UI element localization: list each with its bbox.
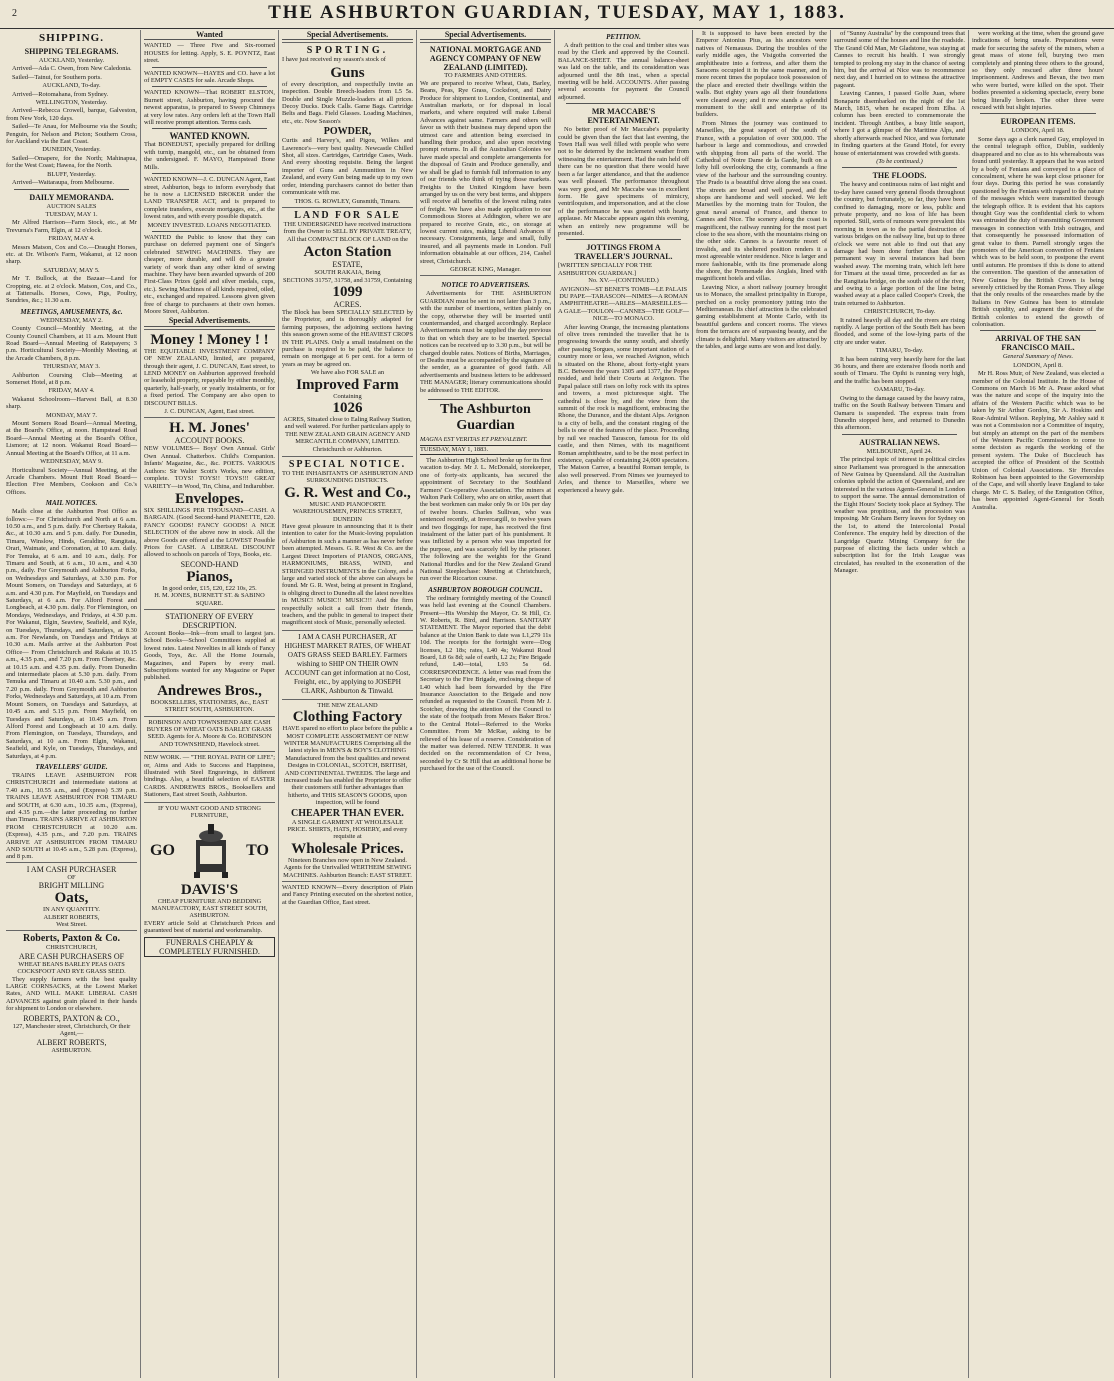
wanted-ad: WANTED the Public to know that they can purchase on deferred payment one of Singer's celebrated SEWING MACHINES. They are cheaper, more durable, and will do a greater variety of work than any other kind of sewing machine. They have been awarded upwards of 200 First-Class Prizes (gold and silver medals, cups, etc.). Sewing Machines of all kinds repaired, oiled, etc., exchanged and repaired. Lessons given given free of charge to purchasers at their own homes. Moore Street, Ashburton.: [144, 233, 275, 315]
motto: MAGNA EST VERITAS ET PREVALEBIT.: [420, 436, 528, 444]
ad-headline: Envelopes.: [175, 490, 244, 507]
ad-headline: Andrewes Bros.,: [157, 682, 262, 699]
ad-line: West Street.: [56, 921, 87, 929]
jottings-number: No. XV.—(CONTINUED.): [588, 277, 659, 285]
ad-line: TO FARMERS AND OTHERS.: [444, 72, 527, 80]
paragraph: Account Books—Ink—from small to largest jars. School Books—School Committees supplied at lowest rates. Latest Novelties in all kinds of Fancy Goods, Toys, &c. All the Home Journals, Magazines, and Papers by every mail. Subscriptions wanted for any Magazine or Paper published.: [144, 629, 275, 682]
ad-headline: POWDER,: [323, 126, 372, 138]
ad-headline: Oats,: [54, 890, 89, 907]
paragraph: of every description, and respectfully invite an inspection. Double Breech-loaders from L5 5s. Double and Single Muzzle-loaders at all prices. Decoy Ducks. Duck Calls. Game Bags. Cartridge Belts and Bags. Field Glasses. Loading Machines, etc., etc. Now Season's: [282, 80, 413, 125]
ad-line: ALBERT ROBERTS,: [36, 1037, 107, 1047]
paragraph: were working at the time, when the ground gave indications of being unsafe. Preparations were made for securing the safety of the miners, when a great mass of stone fell, burying two men completely and pinning three others to the ground, so they only rescued after three hours' imprisonment. Andrews and Bevan, the two men who were buried, were killed on the spot. Their bodies presented a sickening spectacle, every bone being literally broken. The other three were rescued with but slight injuries.: [972, 30, 1104, 112]
column-heading: Special Advertisements.: [144, 316, 275, 326]
divider: [152, 86, 267, 87]
ad-headline: CHEAPER THAN EVER.: [291, 807, 404, 819]
paragraph: Mr Alfred Harrison—Farm Stock, etc., at Mr Trevurna's Farm, Elgin, at 12 o'clock.: [6, 219, 137, 234]
ad-line: IN ANY QUANTITY.: [43, 906, 100, 914]
dateline: AUCKLAND, To-day.: [42, 82, 101, 90]
paragraph: It is supposed to have been erected by the Emperor Antonius Pius, as his ancestors were natives of Nemausus. During the troubles of the early middle ages, the Visigoths converted the amphitheatre into a fortress, and after them the Saracens occupied it in the same manner, and in more recent times the populace took possession of the place and erected their dwellings within the walls. But eighty years ago all their foundations were cleared away; and it now stands a splendid monument to the skill and enterprise of its builders.: [696, 30, 827, 119]
dateline: TUESDAY, MAY 1.: [45, 210, 98, 218]
divider: [428, 399, 543, 400]
ad-number: 1099: [332, 283, 363, 300]
european-heading: EUROPEAN ITEMS.: [1000, 117, 1076, 127]
newspaper-flag: The Ashburton Guardian: [440, 402, 531, 434]
ad-line: BRIGHT MILLING: [38, 881, 105, 891]
subheading: AUCTION SALES: [46, 202, 97, 210]
shipping-heading: SHIPPING.: [39, 32, 104, 44]
wanted-ad: WANTED KNOWN—HAYES and CO. have a lot of EMPTY CASES for sale. Arcade Shops.: [144, 69, 275, 85]
ad-headline: Clothing Factory: [292, 709, 403, 726]
clark-advert: [282, 630, 413, 699]
paragraph: Have great pleasure in announcing that it is their intention to cater for the Music-loving population of Ashburton in such a manner as has never before been attempted. Messrs. G. R. West & Co. are the Largest Direct Importers of PIANOS, ORGANS, HARMONIUMS, BRASS, WIND, and STRINGED INSTRUMENTS in the Colony, and a large and varied stock of the above can always be found. Mr G. R. West, being at present in England, is obliging direct to Dunedin all the latest novelties in MUSIC! MUSIC!! MUSIC!!! And the firm respectfully solicit a call from their friends, teachers, and the public in general to inspect their magnificent stock of Music, personally selected.: [282, 523, 413, 627]
ad-line: ROBERTS, PAXTON & CO.,: [23, 1013, 120, 1023]
ad-word: TO: [246, 841, 269, 859]
australian-heading: AUSTRALIAN NEWS.: [859, 437, 940, 447]
ad-headline: SPORTING.: [306, 45, 389, 57]
jottings-subheading: [WRITTEN SPECIALLY FOR THE ASHBURTON GUARDIAN.]: [558, 262, 652, 277]
dateline: LONDON, April 8.: [1013, 361, 1063, 369]
ad-line: I AM CASH PURCHASER: [26, 864, 117, 874]
wanted-known-heading: WANTED KNOWN.: [169, 131, 250, 142]
dateline: CHRISTCHURCH, To-day.: [863, 308, 936, 316]
borough-heading: ASHBURTON BOROUGH COUNCIL.: [428, 585, 543, 594]
dateline: WELLINGTON, Yesterday.: [35, 99, 108, 107]
money-advert: [144, 329, 275, 418]
column-heading: Wanted: [144, 30, 275, 40]
ad-headline: H. M. Jones': [169, 420, 250, 437]
ad-line: Nineteen Branches now open in New Zealand. Agents for the Unrivalled WERTHEIM SEWING MACHINES. Ashburton Branch: EAST STREET.: [283, 856, 412, 879]
wanted-ad: WANTED KNOWN—J. C. DUNCAN Agent, East street, Ashburton, begs to inform everybody that he is now a LICENSED BROKER under the LAND TRANSFER ACT, and is prepared to complete transfers, execute mortgages, etc., at the lowest rates, and with every possible dispatch.: [144, 176, 275, 221]
ad-headline: NATIONAL MORTGAGE AND AGENCY COMPANY OF NEW ZEALAND (LIMITED).: [429, 45, 542, 73]
divider: [152, 128, 267, 129]
ad-headline: Improved Farm: [296, 376, 399, 393]
paragraph: Sailed—Tainui, for Southern ports.: [12, 73, 102, 81]
ad-headline: SPECIAL NOTICE.: [288, 459, 407, 471]
divider: [566, 239, 681, 240]
ad-line: IF YOU WANT GOOD AND STRONG FURNITURE,: [157, 804, 262, 820]
paragraph: TRAINS LEAVE ASHBURTON FOR CHRISTCHURCH and intermediate stations at 7.40 a.m., 10.55 a.m., and (Express) 5.39 p.m. TRAINS LEAVE ASHBURTON FOR TIMARU and SOUTH, at 6.30 a.m., 10.35 a.m., (Express), and 4.35 p.m.—the latter proceeding no further than Timaru. TRAINS ARRIVE AT ASHBURTON FROM CHRISTCHURCH at 10.20 a.m. (Express), 4.35 p.m., and 7.20 p.m. TRAINS ARRIVE AT ASHBURTON FROM TIMARU AND SOUTH at 10.45 a.m., 5.28 p.m. (Express), and 8 p.m.: [6, 771, 138, 861]
dateline: FRIDAY, MAY 4.: [48, 387, 95, 395]
rowley-advert: [282, 42, 413, 207]
ad-signature: H. M. JONES, BURNETT ST. & SABINO SQUARE.: [154, 592, 265, 607]
divider: [980, 113, 1096, 114]
divider: [152, 67, 267, 68]
paragraph: Curtis and Harvey's, and Pigou, Wilkes and Lawrence's—very best quality. Newcastle Chilled Shot, all sizes. Cartridges, Cartridge Cases, Wads. And every shooting requisite. Being the largest importer of Guns and Ammunition in New Zealand, and every Gun being made up to my own order, intending purchasers cannot do better than communicate with me.: [282, 137, 413, 197]
dateline: MONDAY, MAY 7.: [45, 411, 98, 419]
ad-line: ALBERT ROBERTS,: [43, 913, 100, 921]
ad-headline: Pianos,: [186, 568, 233, 585]
divider: [842, 434, 957, 435]
paragraph: NEW VOLUMES— Boys' Own Annual. Girls' Own Annual. Chatterbox. Child's Companion. Infants' Magazine, &c., &c. POETS. VARIOUS Authors: Sir Walter Scott's Works, new edition, complete. TOYS! TOYS!! TOYS!!! GREAT VARIETY—in Wood, Tin, China, and Indiarubber.: [144, 445, 275, 490]
paragraph: Arrived—Waitaraupa, from Melbourne.: [12, 179, 115, 187]
floods-heading: THE FLOODS.: [872, 171, 927, 181]
divider: [14, 189, 129, 190]
column-travel-continued: [693, 30, 831, 1378]
jones-advert: [144, 417, 275, 609]
paragraph: Leaving Cannes, I passed Golfe Juan, where Bonaparte disembarked on the night of the 1st March, 1815, when he escaped from Elba. A column has been erected to commemorate the incident. Through Antibes, a busy little seaport, where I got a glimpse of the Maritime Alps, and shortly afterwards reached Nice, and was fortunate in finding quarters at the Grand Hotel, for every house of entertainment was crowded with guests.: [834, 90, 965, 157]
ad-line: A SINGLE GARMENT AT WHOLESALE PRICE. SHIRTS, HATS, HOSIERY, and every requisite at: [287, 818, 408, 841]
ad-line: WHEAT BEANS BARLEY PEAS OATS COCKSFOOT AND RYE GRASS SEED.: [17, 960, 126, 976]
ad-line: SECTIONS 31757, 31758, and 31759, Containing: [283, 276, 412, 284]
ad-line: CHRISTCHURCH,: [46, 944, 97, 952]
ad-number: 1026: [332, 400, 363, 416]
ad-line: CHEAP FURNITURE AND BEDDING MANUFACTORY, EAST STREET SOUTH, ASHBURTON.: [151, 897, 268, 920]
paragraph: Arrived—Ada C. Owen, from New Caledonia.: [12, 65, 132, 73]
ad-line: SOUTH RAKAIA, Being: [314, 269, 381, 277]
paragraph: It rained heavily all day and the rivers are rising rapidly. A large portion of the South Belt has been flooded, and some of the low-lying parts of the city are under water.: [834, 316, 965, 346]
telegrams-heading: SHIPPING TELEGRAMS.: [24, 47, 119, 56]
paragraph: ROBINSON AND TOWNSHEND ARE CASH BUYERS OF WHEAT OATS BARLEY GRASS SEED. Agents for A. Moore & Co. ROBINSON AND TOWNSHEND, Havelock street.: [146, 718, 273, 748]
paragraph: HAVE spared no effort to place before the public a MOST COMPLETE ASSORTMENT OF NEW WINTER MANUFACTURES Comprising all the latest styles in MEN'S & BOY'S CLOTHING Manufactured from the best qualities and newest Designs in COLONIAL, SCOTCH, BRITISH, AND CONTINENTAL TWEEDS. The large and increased trade has enabled the Proprietor to offer their customers still further advantages than hitherto, and THIS SEASON'S GOODS, upon inspection, will be found: [282, 725, 413, 807]
column-floods: [831, 30, 969, 1378]
subheading: General Summary of News.: [1002, 353, 1074, 361]
paragraph: EVERY article Sold at Christchurch Prices and guaranteed best of material and workmanship.: [144, 919, 275, 935]
ad-headline: Money ! Money ! !: [150, 331, 269, 348]
paragraph: Messrs Matson, Cox and Co.—Draught Horses, etc. at Dr. Wilson's Farm, Wakanui, at 12 noon sharp.: [6, 243, 137, 266]
dateline: DUNEDIN, Yesterday.: [42, 146, 101, 154]
dateline: OAMARU, To-day.: [874, 386, 925, 394]
paragraph: After leaving Orange, the increasing plantations of olive trees reminded the traveller that he is progressing towards the sunny south, and shortly after passing Sorgues, some important station of a country more or less, we reached Avignon, which is situated on the Rhone, about forty-eight years B.C. Between the years 1305 and 1377, the Popes resided, and held their Courts at Avignon. The Papal palace still rises on lofty rock with its spires and towers, a most picturesque sight. The cathedral is close by, and the view from the summit of the rock is magnificent, embracing the Rhone, the Durance, and the distant Alps. Avignon is a city of bells, and the constant ringing of the bells is one of the features of the place. Proceeding by rail we reached Tarascon, famous for its old castle, and then Nimes, with its magnificent Roman amphitheatre, said to be the most perfect in existence, capable of containing 24,000 spectators. The Maison Carree, a beautiful Roman temple, is also well preserved. From Nimes we journeyed to Arles, and thence to Marseilles, where we experienced a heavy gale.: [558, 323, 689, 494]
nmaa-advert: [420, 42, 551, 275]
ad-signature: THOS. G. ROWLEY, Gunsmith, Timaru.: [294, 197, 401, 205]
paragraph: Sailed—Omapere, for the North; Mahinapua, for the West Coast; Hawea, for the North.: [6, 154, 137, 170]
paragraph: SIX SHILLINGS PER THOUSAND—CASH. A BARGAIN. (Good Second-hand PIANETTE, £20. FANCY GOODS! FANCY GOODS! A NICE SELECTION of the above now in stock. All the above Goods are offered at the LOWEST Possible Prices for CASH. A LIBERAL DISCOUNT allowed to schools on parcels of Toys, Books, etc.: [144, 506, 275, 559]
ad-headline: Acton Station: [303, 244, 392, 261]
san-francisco-heading: ARRIVAL OF THE SAN FRANCISCO MAIL.: [995, 334, 1081, 353]
column-news: [555, 30, 693, 1378]
ad-signature: J. C. DUNCAN, Agent, East street.: [164, 408, 255, 416]
paragraph: NEW WORK. — "THE ROYAL PATH OF LIFE"; or, Aims and Aids to Success and Happiness, illustrated with Steel Engravings, in different bindings. Also, a beautiful selection of EASTER CARDS. ANDREWES BROS., Booksellers and Stationers, East street South, Ashburton.: [144, 754, 275, 799]
land-advert: [282, 207, 413, 456]
davis-advert: [144, 802, 275, 959]
paragraph: We are prepared to receive Wheat, Oats, Barley, Beans, Peas, Rye Grass, Cocksfoot, and Dairy Produce for shipment to London, Continental, and Australian markets, or for disposal in local markets, and where required will make Liberal Advances against same. Farmers and others will favor us with their business may depend upon the utmost care and attention being exercised in handling their produce, and also upon receiving prompt returns. In all the Australian Colonies we have made special and complete arrangements for the disposal of Grain and Produce generally, and we shall be glad to furnish full information to any of our friends who think of trying those markets. Freights to the United Kingdom have been arranged by us on the very best terms, and shippers will receive all benefits of the lowest ruling rates of freight. We have also made application to our Commodious Stores at Addington, where we are prepared to receive Grain, etc., on storage at lowest current rates, making Liberal Advances if necessary. Consignments, large and small, fully insured, and all payments made in London. Full information obtainable at our offices, 214, Cashel street, Christchurch.: [420, 79, 551, 265]
roberts-paxton-advert: [6, 930, 137, 1055]
column-special-ads: [279, 30, 417, 1378]
column-heading: Special Advertisements.: [420, 30, 551, 40]
jottings-topics: AVIGNON—ST BENET'S TOMB—LE PALAIS DU PAPE—TARASCON—NIMES—A ROMAN AMPHITHEATRE—ARLES—MARSEILLES—A GALE—TOULON—CANNES—THE GOLF—NICE—TO MONACO.: [558, 285, 689, 323]
ad-line: Containing: [333, 392, 362, 400]
paragraph: Arrived—Rebecca Crowell, barque, Galveston, from New York, 120 days.: [6, 107, 137, 122]
notice-heading: NOTICE TO ADVERTISERS.: [441, 281, 530, 290]
ad-word: GO: [150, 841, 175, 859]
dateline: WEDNESDAY, MAY 9.: [40, 458, 103, 466]
paragraph: Owing to the damage caused by the heavy rains, traffic on the South Railway between Timaru and Oamaru is suspended. The express train from Dunedin stopped here, and returned to Dunedin this afternoon.: [834, 394, 965, 432]
paragraph: Sailed—Te Anau, for Melbourne via the South; Penguin, for Nelson and Picton; Southern Cross, for Auckland via the East Coast.: [6, 123, 137, 146]
clothing-advert: [282, 699, 413, 881]
ad-headline: Wholesale Prices.: [291, 840, 404, 857]
meetings-heading: MEETINGS, AMUSEMENTS, &c.: [20, 307, 123, 316]
paragraph: The Ashburton High School broke up for its first vacation to-day. Mr J. L. McDonald, storekeeper, one of forty-six applicants, has secured the appointment of Secretary to the Southland Farmers' Co-operative Association. The miners at Walton Park Colliery, who are on strike, assert that the best workmen can make only 9s or 10s per day of twelve hours. Charles Sullivan, who was sentenced recently, at Invercargill, to twelve years and two floggings for rape, has received the first instalment of the latter part of his punishment. It was inflicted by a person who was imported for the purpose, and was scarcely fell by the prisoner. The following are the weights for the Grand National Hurdles and for the New Zealand Grand National Steeplechase: Meeting at Christchurch, run over the Riccarton course.: [420, 456, 551, 583]
ad-headline: DAVIS'S: [180, 881, 239, 898]
dateline: TIMARU, To-day.: [875, 347, 924, 355]
ad-line: 127, Manchester street, Christchurch, Or their Agent,—: [12, 1022, 131, 1038]
column-wanted: [141, 30, 279, 1378]
ad-line: ASHBURTON.: [51, 1046, 92, 1054]
dateline: FRIDAY, MAY 4.: [48, 235, 95, 243]
divider: [152, 173, 267, 174]
paragraph: Leaving Nice, a short railway journey brought us to Monaco, the smallest principality in Europe, perched on a rocky promontory jutting into the Mediterranean. Its chief attraction is the celebrated gaming establishment at Monte Carlo, with its beautiful gardens and concert rooms. The views from the terraces are of surpassing beauty, and the climate is delightful. Many visitors are attracted by the tables, and large sums are won and lost daily.: [696, 283, 827, 351]
paragraph: From Nimes the journey was continued to Marseilles, the great seaport of the south of France, with a population of over 300,000. The harbour is large and commodious, and crowded with shipping from all parts of the world. The Cathedral of Notre Dame de la Garde, built on a lofty hill overlooking the city, commands a fine view of the harbour and the surrounding country. The Prado is a beautiful drive along the sea coast. The streets are broad and well paved, and the shops are handsome and well stocked. We left Marseilles by the morning train for Toulon, the great naval arsenal of France, and thence to Cannes and Nice. The scenery along the coast is magnificent, the railway running for the most part close to the sea shore, with the mountains rising on the other side. Cannes is a favourite resort of invalids, and its sheltered position renders it a most agreeable winter residence. Nice is larger and more fashionable, with its fine promenade along the shore, the Promenade des Anglais, lined with magnificent hotels and villas.: [696, 119, 827, 283]
wanted-ad: WANTED KNOWN—That ROBERT ELSTON, Burnett street, Ashburton, having procured the newest apparatus, is prepared to Sweep Chimneys at very low rates. Any orders left at the Town Hall will receive prompt attention. Terms cash.: [144, 89, 275, 127]
paragraph: Advertisements for THE ASHBURTON GUARDIAN must be sent in not later than 3 p.m., with the number of insertions, written plainly on the copy, otherwise they will be inserted until countermanded, and charged accordingly. Replace Advertisements must be supplied the day previous to that on which they are to be inserted. Special notices can be received up to 3.30 p.m., but will be charged double rates. Notices of Births, Marriages, or Deaths must be accompanied by the signature of the sender, as a guarantee of good faith. All advertisements and business letters to be addressed THE MANAGER; literary communications should be addressed to THE EDITOR.: [420, 290, 551, 394]
dateline: THURSDAY, MAY 3.: [42, 363, 101, 371]
paragraph: Ashburton Coursing Club—Meeting at Somerset Hotel, at 8 p.m.: [6, 371, 137, 387]
oats-advert: [6, 862, 137, 931]
ad-headline: Roberts, Paxton & Co.: [23, 933, 120, 945]
column-heading: Special Advertisements.: [282, 30, 413, 40]
page-title: THE ASHBURTON GUARDIAN, TUESDAY, MAY 1, 1883.: [268, 2, 846, 23]
paragraph: Mr H. Ross Muir, of New Zealand, was elected a member of the Colonial Institute. In the House of Commons on March 16 Mr A. Pease asked what was the nature and scope of the inquiry into the affairs of the Western Pacific which was to be taken by Sir Arthur Gordon, Sir A. Hoskins and Rear-Admiral Wilson. Replying, Mr Ashley said it was not a Commission nor a Committee of inquiry, but simply an attempt on the part of the members of the Western Pacific Commission to come to some decision as regards the working of the present system. The Duke of Buccleuch has accepted the office of President of the Scottish Union of Colonial Associations. Sir Hercules Robinson has been appointed to the Governorship of the Cape, and will shortly leave England to take charge. Mr C. S. Bailey, of the Emigration Office, has been appointed Agent-General for South Australia.: [972, 370, 1104, 511]
column-editorial: [417, 30, 555, 1378]
ad-line: ACRES.: [333, 299, 362, 309]
columns: [3, 30, 1111, 1378]
to-be-continued: (To be continued.): [876, 157, 923, 165]
ad-signature: GEORGE KING, Manager.: [450, 265, 521, 273]
paragraph: It has been raining very heavily here for the last 36 hours, and there are extensive floods north and south of Timaru. The Opihi is running very high, and the traffic has been stopped.: [834, 355, 965, 385]
ad-line: In good order, £15, £20, £22 10s, 25.: [162, 584, 257, 592]
gr-west-advert: [282, 456, 413, 630]
wanted-ad: WANTED — Three Five and Six-roomed HOUSES for letting. Apply, S. E. POYNTZ, East street.: [144, 42, 275, 65]
paragraph: The ordinary fortnightly meeting of the Council was held last evening at the Council Chambers. Present—His Worship the Mayor, Cr. St Hill, Cr. W. Roberts, R. Bird, and Harrison. SANITARY STATEMENT. The Mayor reported that the debit balance at the Union Bank to date was L1,279 11s 10d. The receipts for the fortnight were—Dog licenses, L2 18s; rates, L40 4s; Wakanui Road Board, L8 6s 8d; sale of earth, L2 2s; Fire Brigade refund, L40—total, L93 5s 6d. CORRESPONDENCE. A letter was read from the Secretary to the Fire Brigade, enclosing cheque of L40 which had been forwarded by the Fire Insurance Association to the Brigade and now refunded as requested to the Council. From Mr J. Scotcher, drawing the attention of the Council to the state of the footpath from Messrs Baker Bros.' to the Central Hotel—Referred to the Works Committee. From Mr McRae, asking to be relieved of his lease of a reserve. Consideration of the matter was deferred. NEW TENDER. It was decided on the recommendation of Cr Ivess, seconded by Cr St Hill that an additional horse be purchased for the use of the Council.: [420, 594, 551, 773]
paragraph: The heavy and continuous rains of last night and to-day have caused very general floods throughout the country, but fortunately, so far, they have been confined to damaging, more or less, public and private property, and no loss of life has been reported. Still, sorts of rumours were prevalent this morning in town as to the partial destruction of various bridges on the railway line, but up to three o'clock we were not able to find out that any damage had been done further than that the permanent way in several instances had been washed away. The morning train, which left here for Timaru at the usual time, proceeded as far as the Rangitata bridge, on the south side of the river, and owing to a large portion of the line being washed away at a place called Cooper's Creek, the train returned to Ashburton.: [834, 181, 965, 307]
dateline: WEDNESDAY, MAY 2.: [40, 316, 103, 324]
ad-line: ACCOUNT BOOKS.: [174, 436, 245, 446]
paragraph: Mails close at the Ashburton Post Office as follows:— For Christchurch and North at 6 a.m. 10.50 a.m., and 5 p.m. daily. For Chertsey Rakaia, &c., at 10.30 a.m. and 5 p.m. daily. For Dunedin, Timaru, Winslow, Hinds, Geraldine, Rangitata, Orari, Waimate, and Coronation, at 10 a.m. daily. For Temuka, at 6 a.m. and 10 a.m., daily. For Timaru and South, at 6 a.m., 10 a.m., and 4.30 p.m., daily. For Greymouth and Ashburton Forks, on Wednesdays and Saturdays, at 3.30 p.m. For Mount Somers, on Tuesdays and Saturdays, at 6 a.m. and 4.30 p.m. For Mayfield, on Tuesdays and Saturdays, at 6 a.m. For Alford Forest and Longbeach, at 4.30 p.m. daily. For Flemington, on Mondays, Wednesdays, and Fridays, at 4.30 p.m. For Wakanui, Elgin, Seaview, Seafield, and Kyle, on Tuesdays, Thursdays, and Saturdays, at 8.30 a.m. For Newlands, on Tuesdays and Fridays at 10.30 a.m. Mails arrive at the Ashburton Post Office— From Christchurch and Rakaia at 10.15 a.m., 4.35 p.m., and 7.20 p.m. From Chertsey, &c. at 10.15 a.m. and 4.35 p.m. daily. From Dunedin and intermediate places at 5.30 p.m. daily. From Temuka and Timaru at 10.40 a.m. 5.30 p.m., and 7.20 p.m. daily. From Greymouth and Ashburton Forks, Wednesdays and Saturdays, at 10 a.m. From Mount Somers, on Tuesdays and Saturdays, at 10.45 a.m. and 5.15 p.m. From Mayfield, on Tuesdays and Saturdays, at 10.45 a.m. From Alford Forest and Longbeach at 10 a.m. daily. From Flemington, on Tuesdays, Thursdays, and Saturdays, at 10 a.m. From Elgin, Wakanui, Seafield, and Kyle, on Tuesdays, Thursdays, and Saturdays, at 4 p.m.: [6, 508, 137, 760]
issue-date: TUESDAY, MAY 1, 1883.: [420, 445, 551, 454]
paragraph: Wakanui Schoolroom—Harvest Ball, at 8.30 sharp.: [6, 395, 137, 411]
wanted-ad: MONEY INVESTED. LOANS NEGOTIATED.: [147, 221, 272, 229]
ad-line: SECOND-HAND: [180, 559, 239, 569]
jottings-heading: JOTTINGS FROM A TRAVELLER'S JOURNAL.: [574, 243, 673, 262]
paragraph: Arrived—Rotomahana, from Sydney.: [12, 90, 109, 98]
paragraph: I AM A CASH PURCHASER, AT HIGHEST MARKET RATES, OF WHEAT OATS GRASS SEED BARLEY. Farmers wishing to SHIP ON THEIR OWN ACCOUNT can get information at no Cost, Freight, etc., by applying to JOSEPH CLARK, Ashburton & Tinwald.: [284, 632, 411, 695]
paragraph: I have just received my season's stock of: [282, 56, 386, 64]
memoranda-heading: DAILY MEMORANDA.: [29, 192, 114, 202]
ad-headline: G. R. West and Co.,: [284, 484, 411, 501]
divider: [152, 231, 267, 232]
stationery-advert: [144, 609, 275, 716]
masthead: [0, 0, 1114, 29]
ad-line: TO THE INHABITANTS OF ASHBURTON AND SURROUNDING DISTRICTS.: [282, 470, 414, 485]
davis-illustration-row: [144, 820, 275, 882]
paragraph: of "Sunny Australia" by the compound trees that surround some of the houses and line the roadside. The Grand Old Man, Mr Gladstone, was staying at Cannes to recruit his health. I was strongly tempted to prolong my stay in the chance of seeing him, but the arrival at Nice was to recommence next day, and I hurried on to witness the attractive pageant.: [834, 30, 965, 89]
mail-heading: MAIL NOTICES.: [45, 499, 98, 508]
ad-line: We have also FOR SALE an: [310, 369, 385, 377]
dateline: MELBOURNE, April 24.: [866, 447, 933, 455]
travellers-heading: TRAVELLERS' GUIDE.: [35, 762, 108, 771]
ad-line: ARE CASH PURCHASERS OF: [18, 951, 125, 961]
dateline: AUCKLAND, Yesterday.: [38, 57, 105, 64]
paragraph: Mount Somers Road Board—Annual Meeting, at the Board's Office, at noon. Hampstead Road Board—Annual Meeting at the Board's Office, Lismore; at 12 noon. Wakanui Road Board—Annual Meeting at the Board's Office, at 11 a.m.: [6, 420, 137, 457]
ad-line: BOOKSELLERS, STATIONERS, &c., EAST STREET SOUTH, ASHBURTON.: [150, 698, 269, 714]
paragraph: THE UNDERSIGNED have received instructions from the Owner to SELL BY PRIVATE TREATY, All that COMPACT BLOCK OF LAND on the: [283, 220, 412, 243]
divider: [566, 103, 681, 104]
ad-line: OF: [67, 873, 76, 881]
ad-line: THE NEW ZEALAND: [317, 701, 378, 709]
ad-line: STATIONERY OF EVERY DESCRIPTION.: [165, 611, 254, 630]
paragraph: Some days ago a clerk named Guy, employed in the central telegraph office, Dublin, suddenly disappeared and no clue as to his whereabouts was found until yesterday. It appears that he was seized by a body of Fenians and conveyed to a place of concealment, where he was kept close prisoner for four days. During this period he was constantly questioned by the Fenians with regard to the nature of the messages which were transmitted through the telegraph office. It is evident that his captors thought Guy was the confidential clerk to whom was entrusted the duty of transmitting Government messages in connection with Irish outrages, and that consequently he possessed information of great value to them. Parnell strongly urges the promoters of the American convention of Fenians which was to be held soon, to postpone the event until autumn. He promises if this is done to attend the convention. The question of the annexation of New Guinea by the British Crown is being severely criticised by the Roman Press. They allege that the only results of the researches made by the Italians in New Guinea has been to stimulate British cupidity, and augment the desire of the British colonies to extend the growth of colonisation.: [972, 135, 1104, 329]
petition-heading: PETITION.: [606, 33, 641, 41]
column-shipping: [3, 30, 141, 1378]
dateline: BLUFF, Yesterday.: [47, 170, 96, 178]
new-work-advert: [144, 751, 275, 801]
paragraph: Mr T. Bullock, at the Bazaar—Land for Cropping, etc. at 2 o'clock. Matson, Cox, and Co., at Tattersalls. Horses, Cows, Pigs, Poultry, Sundries, &c.; 11.30 a.m.: [6, 275, 137, 305]
paragraph: WANTED KNOWN—Every description of Plain and Fancy Printing executed on the shortest notice, at the Guardian Office, East street.: [282, 884, 413, 906]
divider: [980, 330, 1096, 331]
paragraph: The Block has been SPECIALLY SELECTED by the Proprietor, and is thoroughly adapted for farming purposes, the adjoining sections having this season grown some of the HEAVIEST CROPS IN THE PLAINS. Only a small instalment on the purchase is required to be paid, the balance to remain on mortgage at 6 per cent. for a term of years as may be agreed on.: [282, 308, 413, 368]
wanted-ad: That BONEDUST, specially prepared for drilling with turnip, mangold, etc., can be obtained from the undersigned. F. MAYO, Hampstead Bone Mills.: [144, 141, 275, 171]
ad-headline: LAND FOR SALE: [294, 209, 401, 221]
paragraph: No better proof of Mr Maccabe's popularity could be given than the fact that last evening, the Town Hall was well filled with people who were not to be deterred by the inclement weather from witnessing the entertainment. Had the rain held off there can be no question that there would have been a far larger attendance, and that the audience was well pleased. The performance throughout was very good, and Mr Maccabe was in excellent form. He gave specimens of mimicry, ventriloquism, and impersonation, and at the close of the performance he was greeted with hearty applause. Mr Maccabe appears again this evening, when an entirely new programme will be presented.: [558, 126, 689, 237]
dateline: SATURDAY, MAY 5.: [43, 266, 100, 274]
ad-line: MUSIC AND PIANOFORTE WAREHOUSEMEN, PRINCES STREET, DUNEDIN: [292, 500, 403, 523]
ad-line: ESTATE,: [332, 260, 363, 270]
paragraph: Horticultural Society—Annual Meeting, at the Arcade Chambers. Mount Hutt Road Board—Election Five Members, Cookson and Co.'s Offices.: [6, 466, 137, 496]
stove-icon: [186, 822, 236, 880]
divider: [842, 167, 957, 168]
notice-advert: [420, 275, 551, 397]
ad-line: FUNERALS CHEAPLY & COMPLETELY FURNISHED.: [144, 937, 275, 957]
robinson-advert: [144, 716, 275, 752]
paragraph: County Council—Monthly Meeting, at the County Council Chambers, at 11 a.m. Mount Hutt Road Board—Annual Meeting of Ratepayers; 3 p.m. Horticultural Society—Monthly Meeting, at the Arcade Chambers, 8 p.m.: [6, 325, 137, 362]
paragraph: They supply farmers with the best quality LARGE CORNSACKS, at the Lowest Market Rates, AND WILL MAKE LIBERAL CASH ADVANCES against grain placed in their hands for shipment to London or elsewhere.: [6, 975, 137, 1013]
ad-headline: Guns: [330, 64, 365, 81]
maccabe-heading: MR MACCABE'S ENTERTAINMENT.: [587, 107, 660, 126]
printing-advert: [282, 881, 413, 909]
paragraph: The principal topic of interest in political circles since Parliament was prorogued is the annexation of New Guinea by Queensland. All the Australian colonies uphold the action of Queensland, and are interested in the various Agents-General in London to support the same. The annual demonstration of the Eight Hours' Society took place at Sydney. The weather was propitious, and the procession was imposing. Mr Graham Berry leaves for Sydney on the 1st, to attend the Intercolonial Postal Conference. The enquiry held by direction of the Langridge Quartz Mining Company for the purpose of eliciting the facts under which a subscription list for the Irish League was circulated, has resulted in the exoneration of the Manager.: [834, 456, 965, 575]
paragraph: A draft petition to the coal and timber sites was read by the Clerk and approved by the Council. BALANCE-SHEET. The annual balance-sheet was laid on the table, and its consideration was adjourned until the 8th inst., when a special meeting will be held. ACCOUNTS. After passing several accounts for payment the Council adjourned.: [558, 42, 689, 101]
page-number: 2: [12, 8, 17, 19]
paragraph: ACRES, Situated close to Ealing Railway Station, and well watered. For further particulars apply to THE NEW ZEALAND GRAIN AGENCY AND MERCANTILE COMPANY, LIMITED. Christchurch or Ashburton.: [283, 416, 412, 453]
paragraph: THE EQUITABLE INVESTMENT COMPANY OF NEW ZEALAND, limited, are prepared, through their agent, J. C. DUNCAN, East street, to LEND MONEY on Ashburton approved freehold or leasehold property, repayable by either monthly, quarterly, half-yearly, or yearly instalments, or for a fixed period. The Company are also open to DISCOUNT BILLS.: [144, 347, 275, 407]
column-european: [969, 30, 1107, 1378]
dateline: LONDON, April 18.: [1011, 127, 1065, 135]
